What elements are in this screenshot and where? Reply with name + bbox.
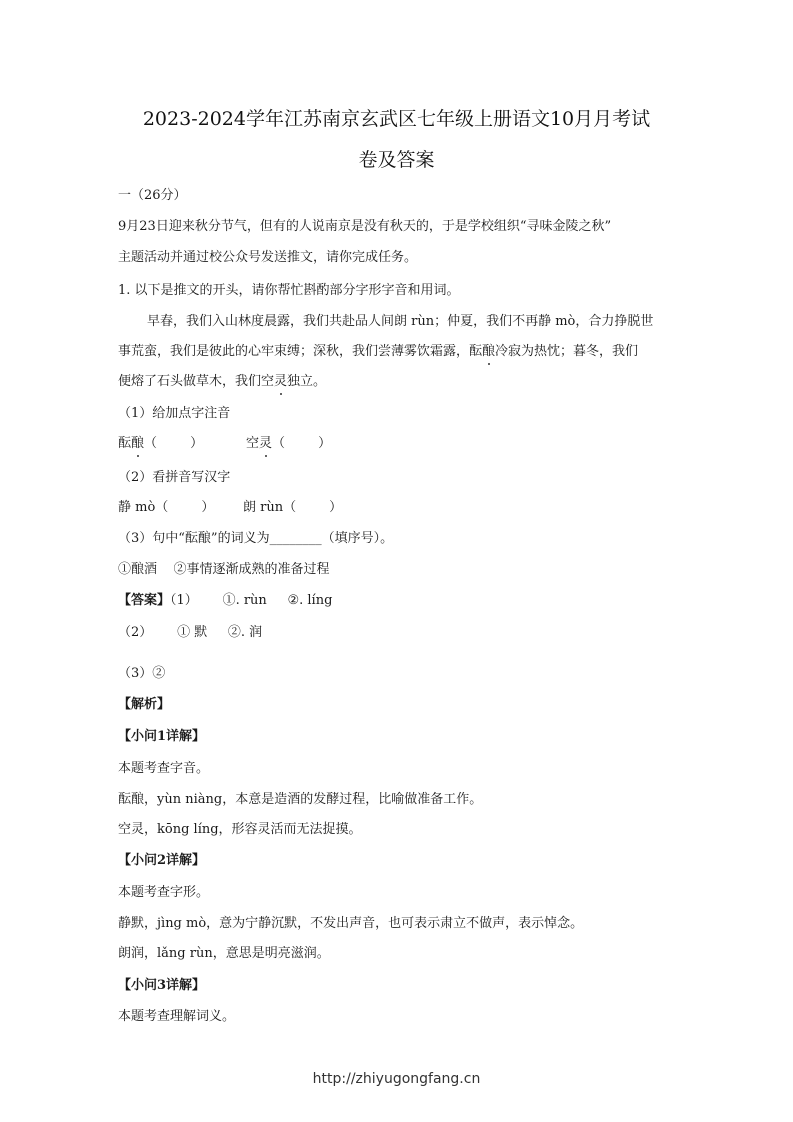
answer-line-2: （2） ① 默 ②. 润 [118, 625, 263, 640]
passage-text: 便熔了石头做草木，我们空 [118, 374, 275, 389]
sub-question-2-item-1: 静 mò（ ） [118, 500, 215, 515]
passage-line-2 [118, 344, 638, 360]
analysis-q2-line-3: 朗润，lǎng rùn，意思是明亮滋润。 [118, 946, 330, 961]
section-heading: 一（26分） [118, 188, 187, 203]
sub-question-1-item-1 [118, 436, 203, 452]
sub-question-2-item-2: 朗 rùn（ ） [243, 500, 343, 515]
dotted-char: 酿 [482, 344, 496, 359]
passage-text: 冷寂为热忱；暮冬，我们 [495, 344, 639, 359]
analysis-tag: 【解析】 [118, 697, 171, 712]
passage-text: 事荒蛮，我们是彼此的心牢束缚；深秋，我们尝薄雾饮霜露，酝 [118, 344, 483, 359]
answer-line-3: （3）② [118, 666, 166, 681]
sub-question-3-options: ①酿酒 ②事情逐渐成熟的准备过程 [118, 562, 330, 577]
dotted-char: 酿 [131, 436, 145, 451]
analysis-q1-line-1: 本题考查字音。 [118, 761, 210, 776]
sub-question-1-item-2 [246, 436, 331, 452]
answer-text: （1） ①. rùn ②. líng [170, 593, 333, 608]
item-blank: （ ） [144, 436, 204, 451]
analysis-q1-line-3: 空灵，kōng líng，形容灵活而无法捉摸。 [118, 822, 362, 837]
passage-text: 独立。 [287, 374, 327, 389]
analysis-q3-tag: 【小问3详解】 [118, 978, 206, 993]
item-text: 酝 [118, 436, 132, 451]
analysis-q3-line-1: 本题考查理解词义。 [118, 1009, 236, 1024]
intro-line-1: 9月23日迎来秋分节气，但有的人说南京是没有秋天的，于是学校组织“寻味金陵之秋” [118, 219, 612, 234]
document-title-line-2: 卷及答案 [358, 149, 435, 171]
analysis-q1-tag: 【小问1详解】 [118, 729, 206, 744]
analysis-q2-tag: 【小问2详解】 [118, 853, 206, 868]
dotted-char: 灵 [259, 436, 273, 451]
document-title-line-1: 2023-2024学年江苏南京玄武区七年级上册语文10月月考试 [142, 108, 651, 130]
passage-line-3 [118, 374, 326, 390]
item-text: 空 [246, 436, 260, 451]
answer-line-1 [118, 593, 332, 609]
passage-line-1: 早春，我们入山林度晨露，我们共赴品人间朗 rùn；仲夏，我们不再静 mò，合力挣脱世 [147, 314, 654, 329]
analysis-q1-line-2: 酝酿，yùn niàng，本意是造酒的发酵过程，比喻做准备工作。 [118, 792, 483, 807]
item-blank: （ ） [272, 436, 332, 451]
sub-question-3-label: （3）句中“酝酿”的词义为________（填序号）。 [118, 531, 394, 546]
analysis-q2-line-2: 静默，jìng mò，意为宁静沉默，不发出声音，也可表示肃立不做声，表示悼念。 [118, 916, 584, 931]
sub-question-2-label: （2）看拼音写汉字 [118, 470, 231, 485]
analysis-q2-line-1: 本题考查字形。 [118, 885, 210, 900]
dotted-char: 灵 [274, 374, 288, 389]
footer-url: http://zhiyugongfang.cn [312, 1071, 481, 1087]
answer-tag: 【答案】 [118, 593, 171, 608]
question-1: 1. 以下是推文的开头，请你帮忙斟酌部分字形字音和用词。 [118, 283, 460, 298]
sub-question-1-label: （1）给加点字注音 [118, 406, 231, 421]
intro-line-2: 主题活动并通过校公众号发送推文，请你完成任务。 [118, 250, 418, 265]
